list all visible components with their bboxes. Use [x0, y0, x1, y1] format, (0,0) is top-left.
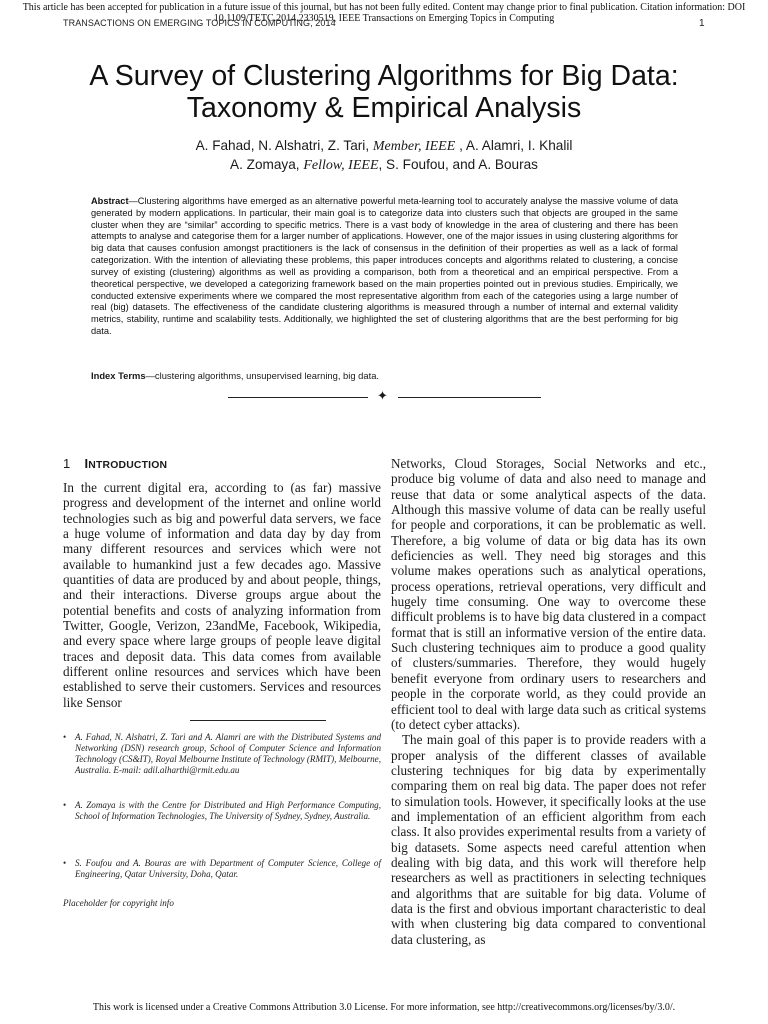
- footnote-bullet: •: [63, 858, 67, 868]
- section-heading-introduction: [63, 456, 167, 471]
- running-head: TRANSACTIONS ON EMERGING TOPICS IN COMPUTING, 2014: [63, 18, 336, 28]
- authors-line-2-b: , S. Foufou, and A. Bouras: [378, 157, 538, 172]
- license-statement: This work is licensed under a Creative Commons Attribution 3.0 License. For more information, see http://creativecommons.org/licenses/by/3.0/.: [92, 1002, 676, 1013]
- column-2-paragraph-1: Networks, Cloud Storages, Social Networks and etc., produce big volume of data and also need to manage and reuse that data or some analytical aspects of the data. Although this massive volume of data can be really useful for people and corporations, it can be problematic as well. Therefore, a big volume of data or big data has its own deficiencies as well. They need big storages and this volume makes operations such as analytical operations, process operations, retrieval operations, very difficult and hugely time consuming. One way to overcome these difficult problems is to have big data clustered in a compact format that is still an informative version of the entire data. Such clustering techniques aim to produce a good quality of clusters/summaries. Therefore, they would hugely benefit everyone from ordinary users to researchers and people in the corporate world, as they could provide an efficient tool to deal with large data such as critical systems (to detect cyber attacks).: [391, 456, 706, 732]
- separator-rule-right: [398, 397, 541, 398]
- footnote-text: A. Zomaya is with the Centre for Distributed and High Performance Computing, School of Information Technologies, The University of Sydney, Sydney, Australia.: [75, 800, 381, 821]
- section-title-rest: NTRODUCTION: [88, 460, 168, 471]
- authors-line-2-a: A. Zomaya,: [230, 157, 304, 172]
- column-2-body: [391, 456, 706, 947]
- index-terms-text: —clustering algorithms, unsupervised learning, big data.: [145, 370, 380, 381]
- footnote-affiliation-sydney: [63, 800, 381, 822]
- title-line-1: A Survey of Clustering Algorithms for Big Data:: [89, 60, 679, 92]
- authors-line-1-b: , A. Alamri, I. Khalil: [455, 138, 573, 153]
- index-terms-label: Index Terms: [91, 370, 146, 381]
- abstract: [91, 196, 678, 338]
- separator-rule-left: [228, 397, 368, 398]
- footnote-text: A. Fahad, N. Alshatri, Z. Tari and A. Alamri are with the Distributed Systems and Networking (DSN) research group, School of Computer Science and Information Technology (CS&IT), Royal Melbourne Institute of Technology (RMIT), Melbourne, Australia. E-mail: adil.alharthi@rmit.edu.au: [75, 732, 381, 775]
- index-terms: [91, 370, 678, 381]
- authors-role-member: Member, IEEE: [372, 139, 456, 154]
- authors-line-2: [0, 156, 768, 175]
- section-number: 1: [63, 456, 71, 471]
- copyright-placeholder: [63, 898, 381, 909]
- paragraph-2-italic-v: V: [648, 885, 657, 901]
- footnote-text: S. Foufou and A. Bouras are with Department of Computer Science, College of Engineering, Qatar University, Doha, Qatar.: [75, 858, 381, 879]
- paragraph-2-text-a: The main goal of this paper is to provide readers with a proper analysis of the different classes of available clustering techniques for big data by experimentally comparing them on real big data. The paper does not refer to simulation tools. However, it specifically looks at the use and implementation of an efficient algorithm from each class. It also provides experimental results from a variety of big datasets. Some aspects need careful attention when dealing with big data, and this work will therefore help researchers as well as practitioners in selecting techniques and algorithms that are suitable for big data.: [391, 732, 706, 901]
- paper-title: [0, 60, 768, 124]
- publication-notice: This article has been accepted for publication in a future issue of this journal, but has not been fully edited. Content may change prior to final publication. Citation information: DOI 10.1109/TETC.2014.2330519, IEEE Transactions on Emerging Topics in Computing: [22, 2, 746, 24]
- footnote-bullet: •: [63, 732, 67, 742]
- separator-diamond-icon: ✦: [377, 388, 388, 403]
- authors-line-1-a: A. Fahad, N. Alshatri, Z. Tari,: [195, 138, 373, 153]
- paragraph-2-text-b: olume of data is the first and obvious important characteristic to deal with when clustering big data compared to conventional data clustering, as: [391, 885, 706, 947]
- footnote-affiliation-qatar: [63, 858, 381, 880]
- abstract-text: —Clustering algorithms have emerged as an alternative powerful meta-learning tool to accurately analyse the massive volume of data generated by modern applications. In particular, their main goal is to categorize data into clusters such that objects are grouped in the same cluster when they are “similar” according to specific metrics. There is a vast body of knowledge in the area of clustering and there has been attempts to analyse and categorise them for a larger number of applications. However, one of the major issues in using clustering algorithms for big data that causes confusion amongst practitioners is the lack of consensus in the definition of their properties as well as a lack of formal categorization. With the intention of alleviating these problems, this paper introduces concepts and algorithms related to clustering, a concise survey of existing (clustering) algorithms as well as providing a comparison, both from a theoretical and an empirical perspective. From a theoretical perspective, we developed a categorizing framework based on the main properties pointed out in previous studies. Empirically, we conducted extensive experiments where we compared the most representative algorithm from each of the categories using a large number of real (big) datasets. The effectiveness of the candidate clustering algorithms is measured through a number of internal and external validity metrics, stability, runtime and scalability tests. Additionally, we highlighted the set of clustering algorithms that are the best performing for big data.: [91, 196, 678, 337]
- column-1-body: In the current digital era, according to (as far) massive progress and development of the internet and online world technologies such as big and powerful data servers, we face a huge volume of information and data day by day from many different resources and services which were not available to humankind just a few decades ago. Massive quantities of data are produced by and about people, things, and their interactions. Diverse groups argue about the potential benefits and costs of analyzing information from Twitter, Google, Verizon, 23andMe, Facebook, Wikipedia, and every space where large groups of people leave digital traces and deposit data. This data comes from available different online resources and services which have been established to serve their customers. Services and resources like Sensor: [63, 480, 381, 710]
- footnote-rule: [190, 720, 326, 721]
- authors-role-fellow: Fellow, IEEE: [303, 158, 379, 173]
- column-2-paragraph-2: [391, 732, 706, 947]
- author-list: [0, 137, 768, 175]
- authors-line-1: [0, 137, 768, 156]
- footnote-affiliation-rmit: [63, 732, 381, 776]
- abstract-label: Abstract: [91, 196, 129, 206]
- section-title-initial: I: [84, 456, 89, 471]
- page-number: 1: [699, 18, 705, 29]
- copyright-placeholder-text: Placeholder for copyright info: [63, 898, 174, 908]
- footnote-bullet: •: [63, 800, 67, 810]
- title-line-2: Taxonomy & Empirical Analysis: [186, 92, 582, 124]
